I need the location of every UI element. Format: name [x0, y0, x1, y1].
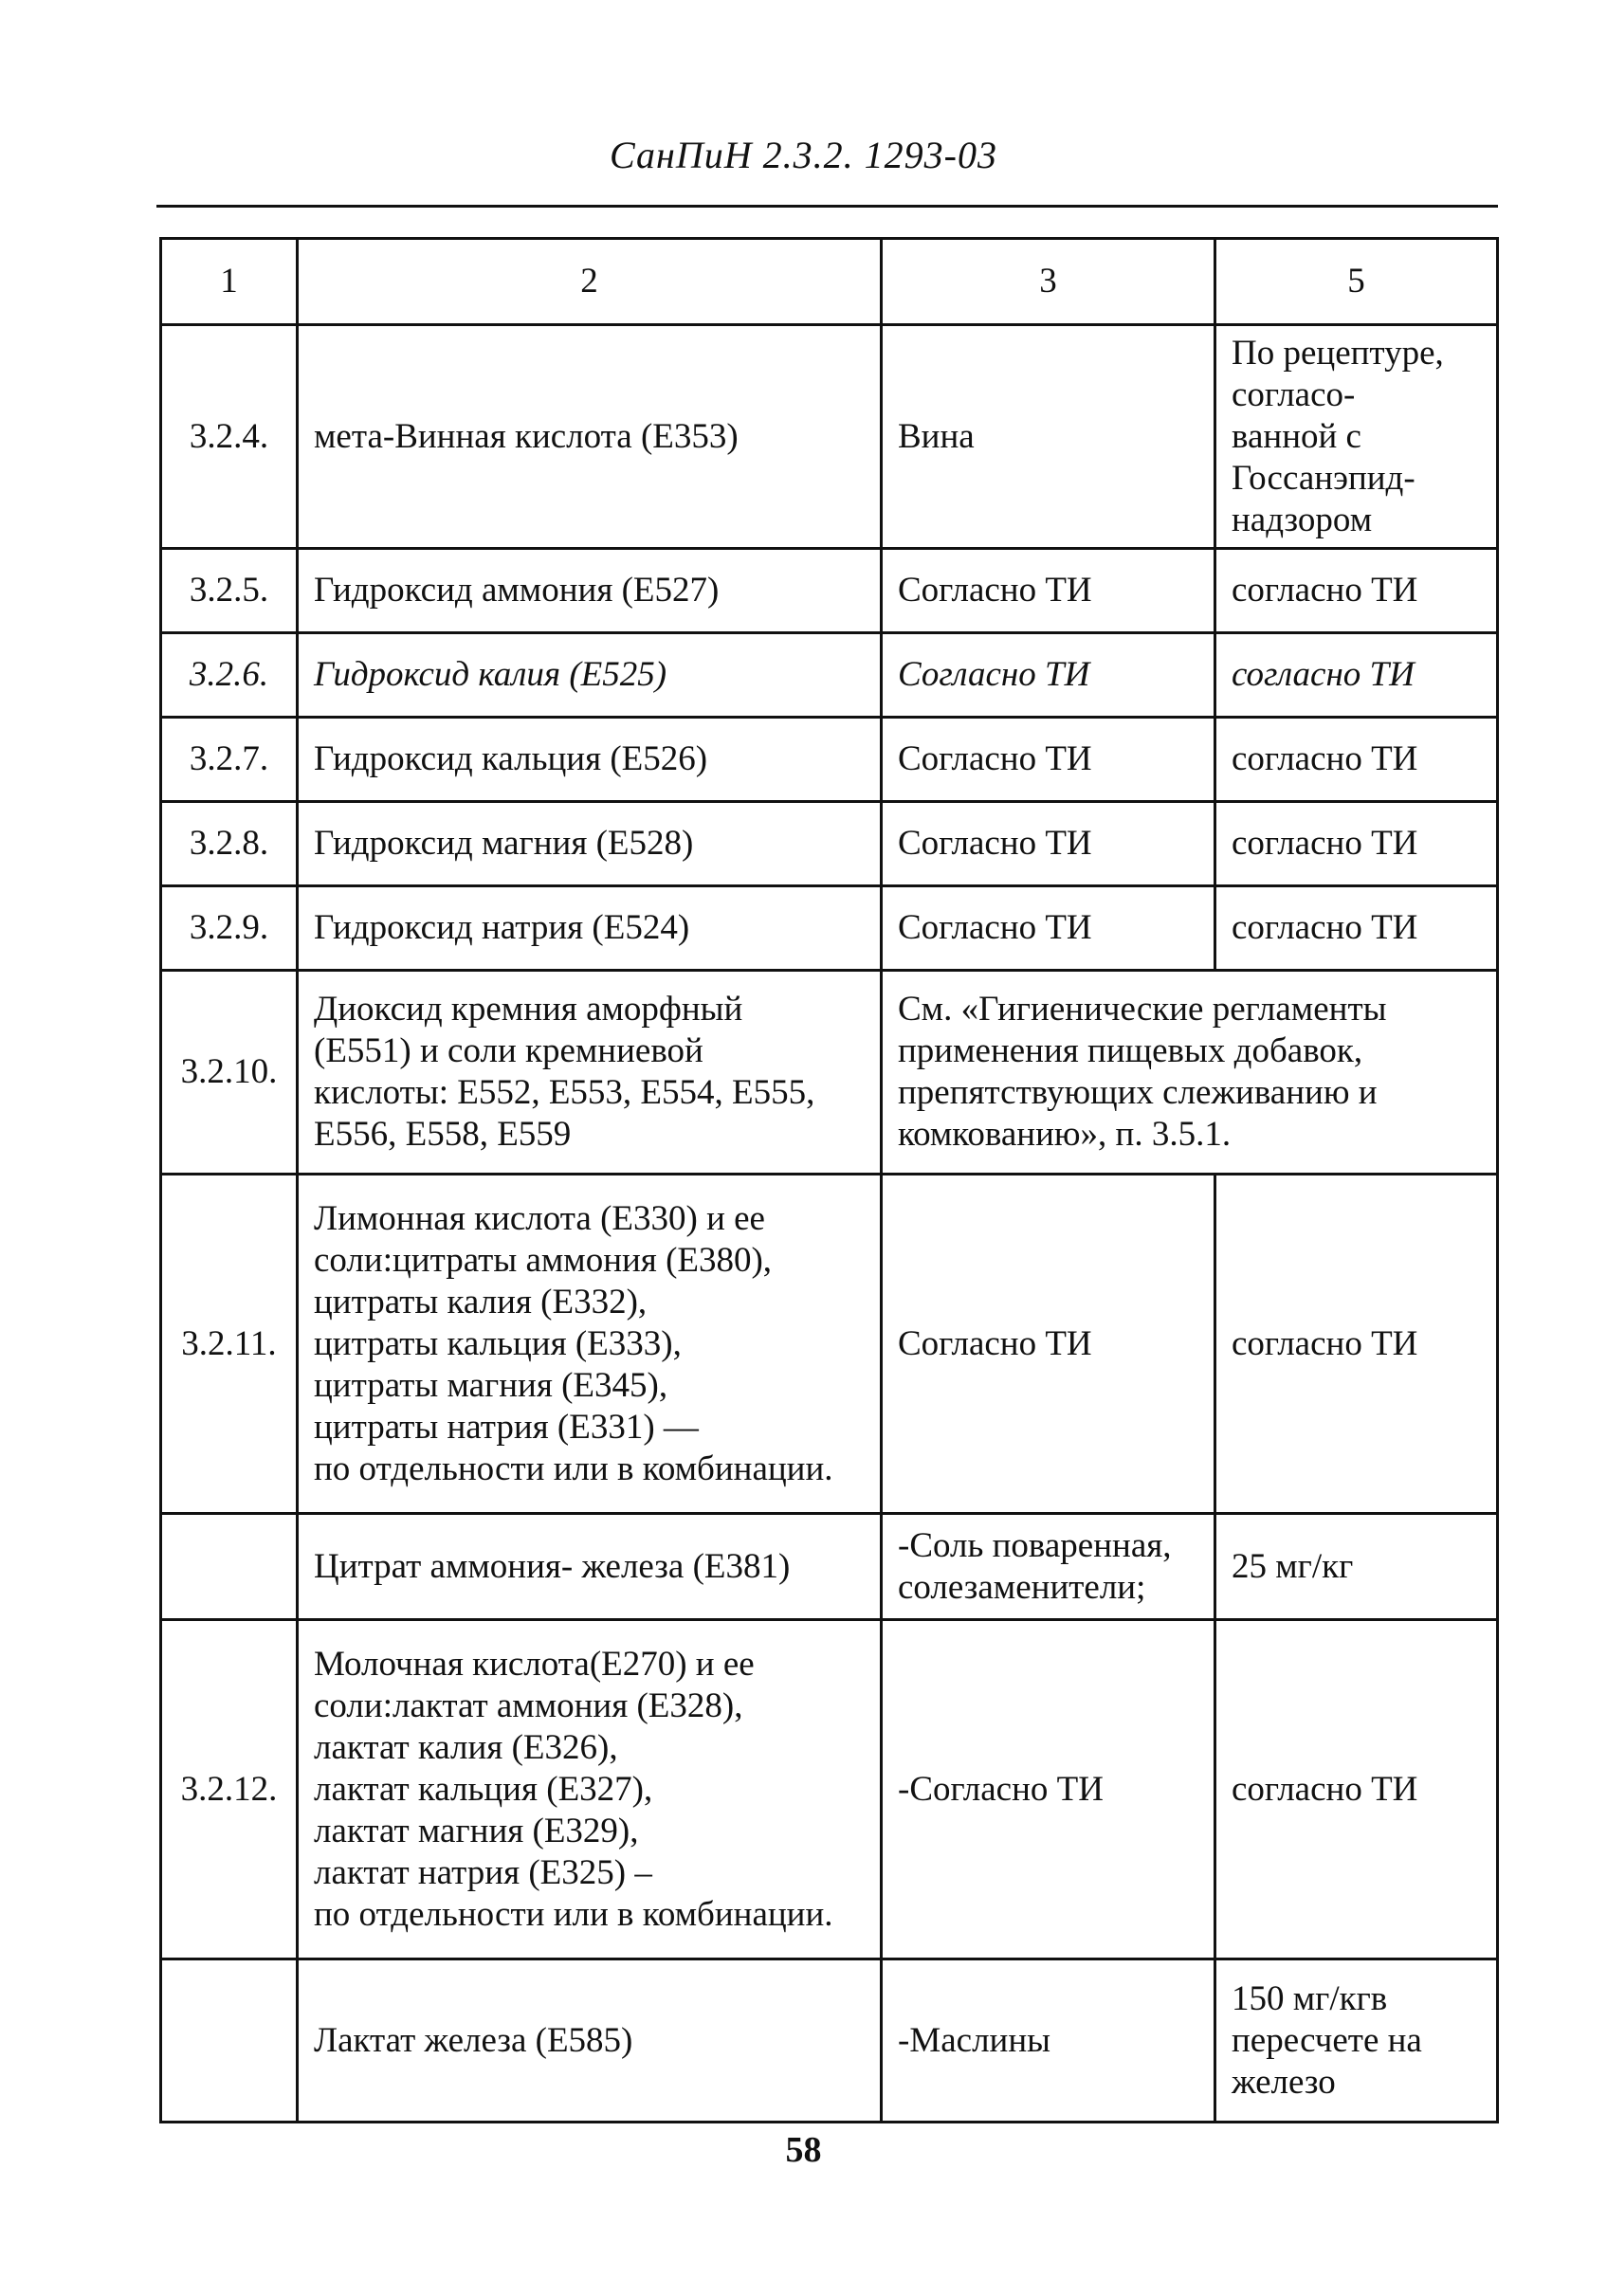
table-header-row [161, 239, 1498, 325]
level-cell: 25 мг/кг [1215, 1514, 1498, 1620]
substance-cell: Цитрат аммония- железа (Е381) [298, 1514, 882, 1620]
level-cell: согласно ТИ [1215, 633, 1498, 718]
row-number: 3.2.12. [161, 1620, 298, 1959]
row-number: 3.2.6. [161, 633, 298, 718]
reference-note-cell: См. «Гигиенические регламенты применения пищевых добавок, препятствующих слеживанию и комкованию», п. 3.5.1. [882, 971, 1498, 1175]
product-cell: -Маслины [882, 1959, 1215, 2123]
level-cell: согласно ТИ [1215, 802, 1498, 886]
substance-cell: Молочная кислота(Е270) и ее соли:лактат аммония (Е328), лактат калия (Е326), лактат кальция (Е327), лактат магния (Е329), лактат натрия (Е325) – по отдельности или в комбинации. [298, 1620, 882, 1959]
row-number: 3.2.5. [161, 549, 298, 633]
product-cell: Согласно ТИ [882, 1175, 1215, 1514]
row-number [161, 1959, 298, 2123]
row-number: 3.2.8. [161, 802, 298, 886]
table-row [161, 1959, 1498, 2123]
product-cell: Согласно ТИ [882, 802, 1215, 886]
substance-cell: Лимонная кислота (Е330) и ее соли:цитраты аммония (Е380), цитраты калия (Е332), цитраты кальция (Е333), цитраты магния (Е345), цитраты натрия (Е331) — по отдельности или в комбинации. [298, 1175, 882, 1514]
substance-cell: Гидроксид натрия (Е524) [298, 886, 882, 971]
column-header: 2 [298, 239, 882, 325]
product-cell: Согласно ТИ [882, 633, 1215, 718]
level-cell: 150 мг/кгв пересчете на железо [1215, 1959, 1498, 2123]
product-cell: -Согласно ТИ [882, 1620, 1215, 1959]
row-number: 3.2.11. [161, 1175, 298, 1514]
table-row [161, 325, 1498, 549]
product-cell: Согласно ТИ [882, 886, 1215, 971]
level-cell: согласно ТИ [1215, 549, 1498, 633]
product-cell: Согласно ТИ [882, 718, 1215, 802]
table-row [161, 633, 1498, 718]
header-rule [156, 205, 1498, 208]
table-row [161, 718, 1498, 802]
column-header: 3 [882, 239, 1215, 325]
level-cell: согласно ТИ [1215, 1175, 1498, 1514]
row-number: 3.2.4. [161, 325, 298, 549]
level-cell: согласно ТИ [1215, 886, 1498, 971]
row-number: 3.2.10. [161, 971, 298, 1175]
row-number: 3.2.7. [161, 718, 298, 802]
substance-cell: Гидроксид кальция (Е526) [298, 718, 882, 802]
running-header: СанПиН 2.3.2. 1293-03 [610, 134, 997, 176]
additives-table [159, 237, 1499, 2123]
substance-cell: Гидроксид магния (Е528) [298, 802, 882, 886]
level-cell: По рецептуре, согласо- ванной с Госсанэпид- надзором [1215, 325, 1498, 549]
table-row [161, 971, 1498, 1175]
product-cell: Согласно ТИ [882, 549, 1215, 633]
substance-cell: Лактат железа (Е585) [298, 1959, 882, 2123]
substance-cell: мета-Винная кислота (Е353) [298, 325, 882, 549]
page-number: 58 [785, 2130, 822, 2170]
substance-cell: Гидроксид калия (Е525) [298, 633, 882, 718]
level-cell: согласно ТИ [1215, 1620, 1498, 1959]
table-row [161, 802, 1498, 886]
row-number [161, 1514, 298, 1620]
substance-cell: Диоксид кремния аморфный (Е551) и соли кремниевой кислоты: Е552, Е553, Е554, Е555, Е556, Е558, Е559 [298, 971, 882, 1175]
table-row [161, 1175, 1498, 1514]
table-row [161, 1514, 1498, 1620]
column-header: 1 [161, 239, 298, 325]
level-cell: согласно ТИ [1215, 718, 1498, 802]
table-row [161, 549, 1498, 633]
substance-cell: Гидроксид аммония (Е527) [298, 549, 882, 633]
table-row [161, 1620, 1498, 1959]
table-row [161, 886, 1498, 971]
row-number: 3.2.9. [161, 886, 298, 971]
product-cell: -Соль поваренная, солезаменители; [882, 1514, 1215, 1620]
column-header: 5 [1215, 239, 1498, 325]
product-cell: Вина [882, 325, 1215, 549]
